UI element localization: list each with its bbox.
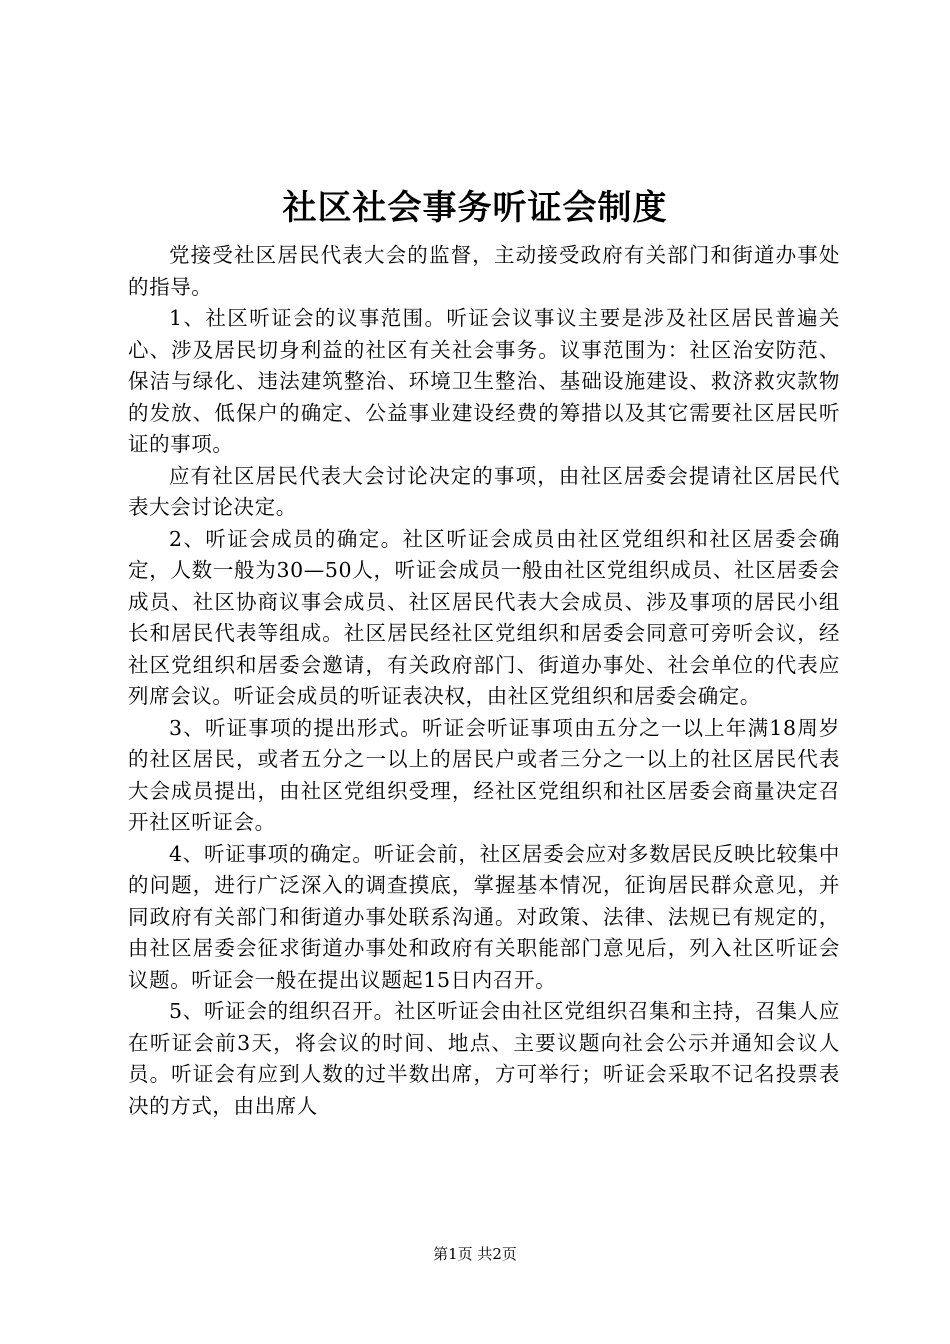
paragraph-congress-matters: 应有社区居民代表大会讨论决定的事项，由社区居委会提请社区居民代表大会讨论决定。 bbox=[128, 463, 840, 519]
paragraph-intro: 党接受社区居民代表大会的监督，主动接受政府有关部门和街道办事处的指导。 bbox=[128, 243, 840, 299]
paragraph-proposal: 3、听证事项的提出形式。听证会听证事项由五分之一以上年满18周岁的社区居民，或者五分之一以上的居民户或者三分之一以上的社区居民代表大会成员提出，由社区党组织受理，经社区党组织和社区居委会商量决定召开社区听证会。 bbox=[128, 715, 840, 834]
paragraph-members: 2、听证会成员的确定。社区听证会成员由社区党组织和社区居委会确定，人数一般为30—50人，听证会成员一般由社区党组织成员、社区居委会成员、社区协商议事会成员、社区居民代表大会成员、涉及事项的居民小组长和居民代表等组成。社区居民经社区党组织和居委会同意可旁听会议，经社区党组织和居委会邀请，有关政府部门、街道办事处、社会单位的代表应列席会议。听证会成员的听证表决权，由社区党组织和居委会确定。 bbox=[128, 526, 840, 708]
paragraph-organization: 5、听证会的组织召开。社区听证会由社区党组织召集和主持，召集人应在听证会前3天，将会议的时间、地点、主要议题向社会公示并通知会议人员。听证会有应到人数的过半数出席，方可举行；听证会采取不记名投票表决的方式，由出席人 bbox=[128, 999, 840, 1118]
document-title: 社区社会事务听证会制度 bbox=[282, 188, 668, 228]
page-number-footer: 第1页 共2页 bbox=[433, 1245, 517, 1263]
paragraph-scope: 1、社区听证会的议事范围。听证会议事议主要是涉及社区居民普遍关心、涉及居民切身利益的社区有关社会事务。议事范围为：社区治安防范、保洁与绿化、违法建筑整治、环境卫生整治、基础设施建设、救济救灾款物的发放、低保户的确定、公益事业建设经费的筹措以及其它需要社区居民听证的事项。 bbox=[128, 306, 840, 456]
paragraph-determination: 4、听证事项的确定。听证会前，社区居委会应对多数居民反映比较集中的问题，进行广泛深入的调查摸底，掌握基本情况，征询居民群众意见，并同政府有关部门和街道办事处联系沟通。对政策、法律、法规已有规定的，由社区居委会征求街道办事处和政府有关职能部门意见后，列入社区听证会议题。听证会一般在提出议题起15日内召开。 bbox=[128, 841, 840, 992]
document-body bbox=[128, 240, 840, 1122]
